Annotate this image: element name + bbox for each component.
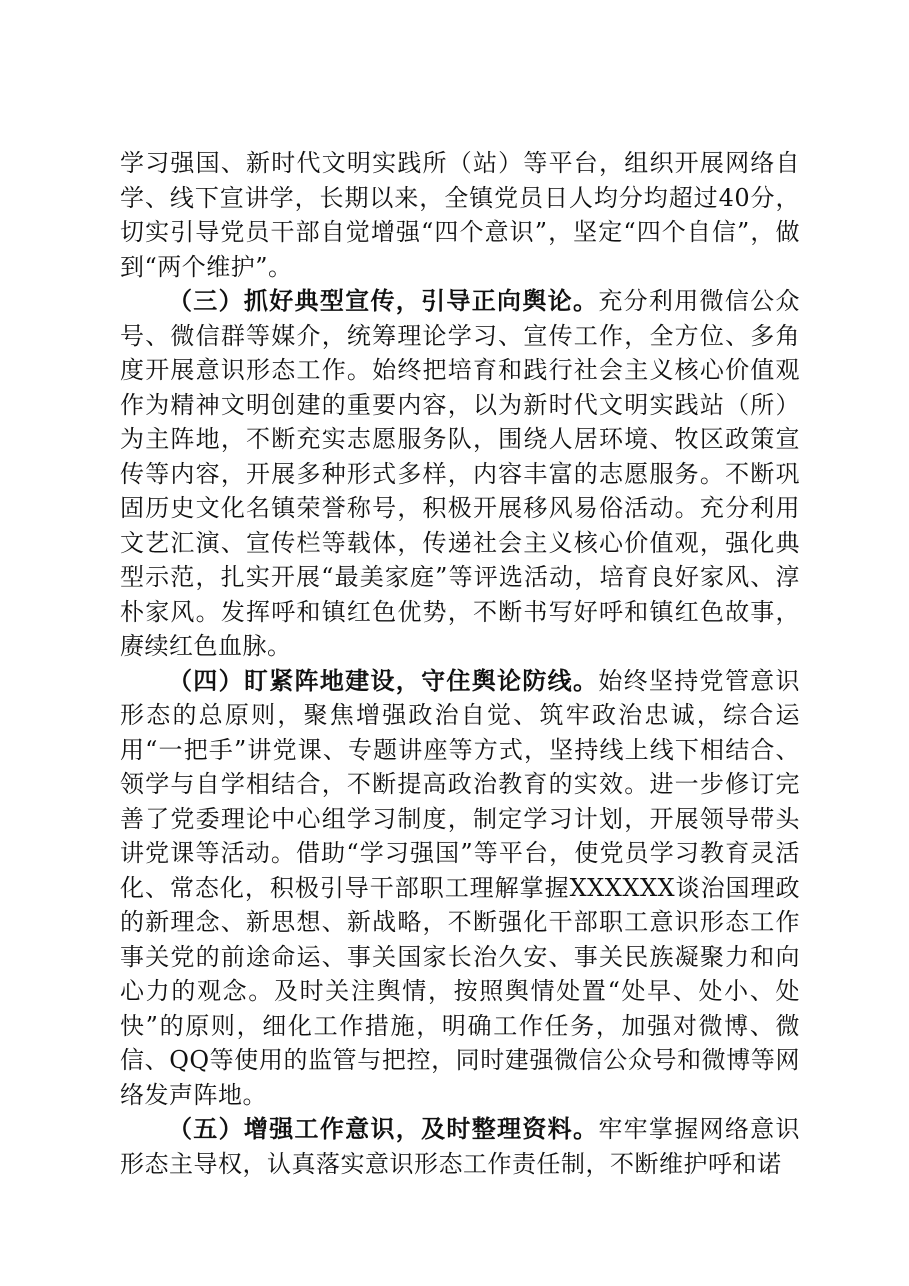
document-page	[120, 146, 800, 1181]
paragraph-3	[120, 664, 800, 1113]
paragraph-2	[120, 284, 800, 664]
paragraph-4-heading: （五）增强工作意识，及时整理资料。	[168, 1114, 599, 1143]
paragraph-2-heading: （三）抓好典型宣传，引导正向舆论。	[168, 286, 599, 315]
paragraph-4-body: 牢牢掌握网络意识形态主导权，认真落实意识形态工作责任制，不断维护呼和诺	[120, 1115, 800, 1178]
paragraph-1-body: 学习强国、新时代文明实践所（站）等平台，组织开展网络自学、线下宣讲学，长期以来，全镇党员日人均分均超过40分，切实引导党员干部自觉增强“四个意识”，坚定“四个自信”，做到“两个维护”。	[120, 149, 800, 281]
paragraph-2-body: 充分利用微信公众号、微信群等媒介，统筹理论学习、宣传工作，全方位、多角度开展意识形态工作。始终把培育和践行社会主义核心价值观作为精神文明创建的重要内容，以为新时代文明实践站（所）为主阵地，不断充实志愿服务队，围绕人居环境、牧区政策宣传等内容，开展多种形式多样，内容丰富的志愿服务。不断巩固历史文化名镇荣誉称号，积极开展移风易俗活动。充分利用文艺汇演、宣传栏等载体，传递社会主义核心价值观，强化典型示范，扎实开展“最美家庭”等评选活动，培育良好家风、淳朴家风。发挥呼和镇红色优势，不断书写好呼和镇红色故事，赓续红色血脉。	[120, 287, 800, 660]
paragraph-4	[120, 1112, 800, 1181]
paragraph-1	[120, 146, 800, 284]
paragraph-3-heading: （四）盯紧阵地建设，守住舆论防线。	[168, 665, 599, 695]
paragraph-3-body: 始终坚持党管意识形态的总原则，聚焦增强政治自觉、筑牢政治忠诚，综合运用“一把手”讲党课、专题讲座等方式，坚持线上线下相结合、领学与自学相结合，不断提高政治教育的实效。进一步修订完善了党委理论中心组学习制度，制定学习计划，开展领导带头讲党课等活动。借助“学习强国”等平台，使党员学习教育灵活化、常态化，积极引导干部职工理解掌握XXXXXX谈治国理政的新理念、新思想、新战略，不断强化干部职工意识形态工作事关党的前途命运、事关国家长治久安、事关民族凝聚力和向心力的观念。及时关注舆情，按照舆情处置“处早、处小、处快”的原则，细化工作措施，明确工作任务，加强对微博、微信、QQ等使用的监管与把控，同时建强微信公众号和微博等网络发声阵地。	[120, 666, 800, 1109]
